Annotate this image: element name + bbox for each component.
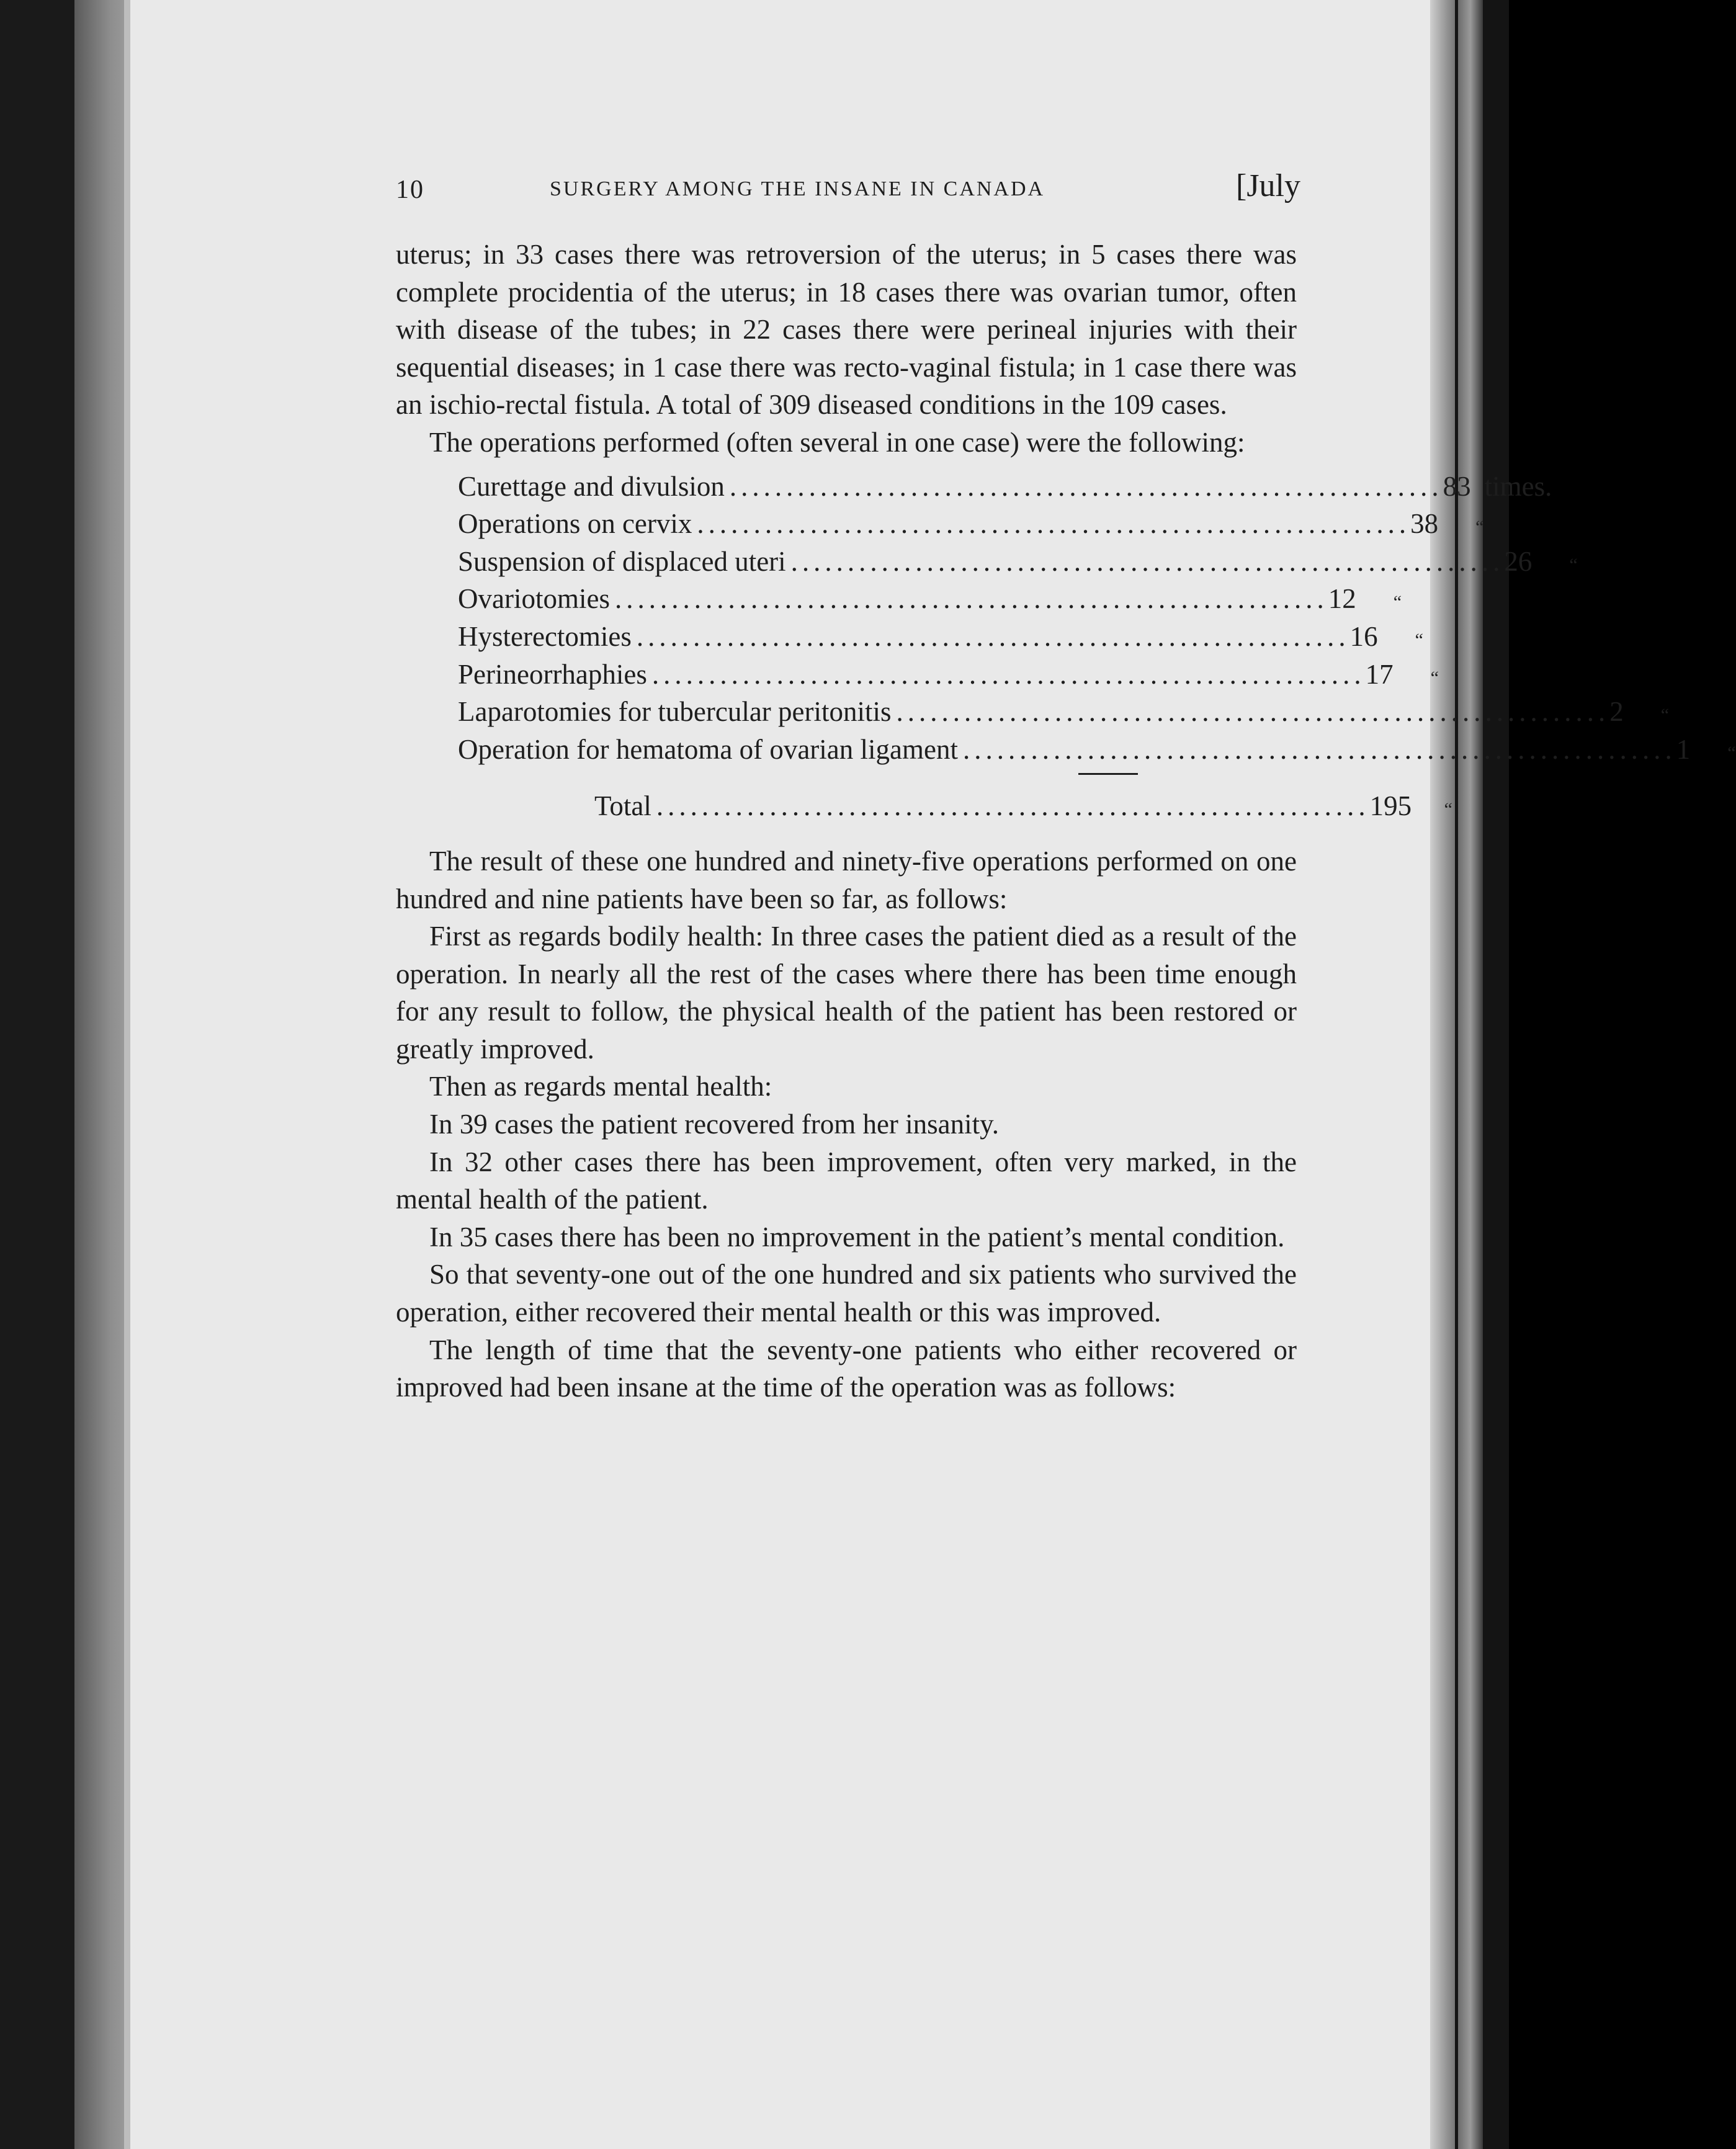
operation-unit: “ [1393, 592, 1402, 613]
operations-intro: The operations performed (often several in one case) were the following: [429, 426, 1245, 458]
operation-row [458, 543, 1578, 581]
bodily-health-paragraph: First as regards bodily health: In three cases the patient died as a result of the operation. In nearly all the rest of the cases where there has been time enough for any result to follow, the physical health of the patient has been restored or greatly improved. [396, 921, 1297, 1065]
operation-unit: times. [1484, 470, 1552, 502]
operation-count: 38 [1410, 508, 1439, 540]
operation-unit: “ [1415, 629, 1423, 650]
operation-label: Curettage and divulsion [458, 470, 725, 502]
operation-unit: “ [1727, 742, 1736, 763]
total-rule [1078, 773, 1138, 775]
operation-label: Operations on cervix [458, 508, 692, 540]
total-unit: “ [1444, 799, 1452, 820]
duration-paragraph: The length of time that the seventy-one patients who either recovered or improved had been insane at the time of the operation was as follows: [396, 1334, 1297, 1403]
dot-leader: ............................................................... [790, 545, 1505, 577]
issue-month: [July [1236, 168, 1300, 203]
result-paragraph: The result of these one hundred and ninety-five operations performed on one hundred and nine patients have been so far, as follows: [396, 845, 1297, 914]
intro-paragraph: uterus; in 33 cases there was retroversion of the uterus; in 5 cases there was complete procidentia of the uterus; in 18 cases there was ovarian tumor, often with disease of the tubes; in 22 cases there were perineal injuries with their sequential diseases; in 1 case there was recto-vaginal fistula; in 1 case there was an ischio-rectal fistula. A total of 309 diseased conditions in the 109 cases. [396, 239, 1297, 421]
operation-unit: “ [1660, 705, 1670, 726]
dot-leader: ............................................................... [729, 470, 1443, 502]
operation-count: 1 [1676, 733, 1691, 765]
operation-row [458, 618, 1423, 656]
operation-unit: “ [1569, 554, 1578, 575]
operation-count: 83 [1443, 470, 1471, 502]
page-number: 10 [396, 176, 424, 204]
operation-row [458, 505, 1484, 543]
operations-table [458, 468, 1736, 825]
operation-count: 12 [1328, 583, 1356, 615]
dot-leader: ............................................................... [697, 508, 1411, 540]
operation-count: 16 [1349, 620, 1378, 652]
operation-unit: “ [1430, 667, 1439, 688]
total-count: 195 [1369, 790, 1412, 822]
improved-paragraph: In 32 other cases there has been improvement, often very marked, in the mental health of the patient. [396, 1146, 1297, 1215]
dot-leader: ............................................................... [962, 733, 1676, 765]
total-label: Total [594, 790, 651, 822]
operation-label: Operation for hematoma of ovarian ligament [458, 733, 958, 765]
operation-unit: “ [1475, 517, 1484, 538]
operation-label: Suspension of displaced uteri [458, 545, 786, 577]
operation-label: Hysterectomies [458, 620, 632, 652]
operation-row [458, 693, 1670, 731]
operation-count: 17 [1365, 658, 1394, 690]
operation-count: 2 [1609, 696, 1624, 728]
operation-label: Ovariotomies [458, 583, 610, 615]
dot-leader: ............................................................... [636, 620, 1350, 652]
operation-row [458, 580, 1402, 618]
operation-count: 26 [1504, 545, 1532, 577]
summary-paragraph: So that seventy-one out of the one hundred and six patients who survived the operation, either recovered their mental health or this was improved. [396, 1259, 1297, 1328]
operation-label: Perineorrhaphies [458, 658, 647, 690]
operation-row [458, 656, 1439, 694]
operation-row [458, 468, 1552, 506]
no-improvement-paragraph: In 35 cases there has been no improvement in the patient’s mental condition. [429, 1221, 1285, 1253]
page-right-edge [1430, 0, 1455, 2149]
operation-label: Laparotomies for tubercular peritonitis [458, 696, 892, 728]
recovered-paragraph: In 39 cases the patient recovered from her insanity. [429, 1109, 999, 1140]
operation-row [458, 731, 1736, 769]
total-row [594, 787, 1452, 825]
dot-leader: ............................................................... [651, 658, 1366, 690]
dot-leader: ............................................................... [656, 790, 1370, 822]
dot-leader: ............................................................... [614, 583, 1328, 615]
page-body [396, 236, 1736, 1406]
next-page-sliver [1458, 0, 1483, 2149]
dot-leader: ............................................................... [896, 696, 1610, 728]
running-title: SURGERY AMONG THE INSANE IN CANADA [550, 177, 1045, 200]
mental-health-heading: Then as regards mental health: [429, 1071, 772, 1102]
running-header [396, 168, 1300, 211]
